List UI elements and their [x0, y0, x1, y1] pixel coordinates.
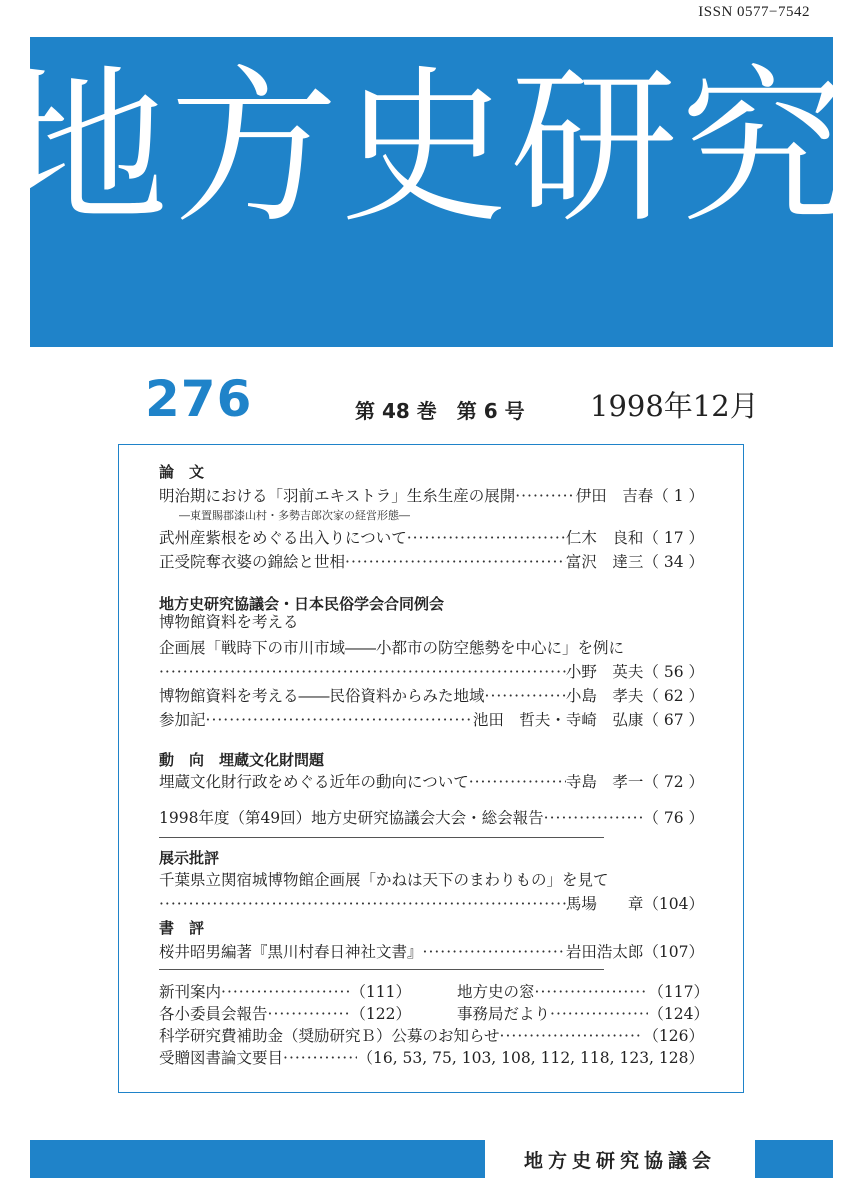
leader-dots: [407, 527, 566, 549]
entry-page: （117）: [648, 983, 709, 1001]
leader-dots: [159, 661, 566, 683]
entry-page: （107）: [643, 943, 704, 961]
entry-author: 寺島 孝一: [565, 773, 644, 791]
entry-title: 科学研究費補助金（奨励研究Ｂ）公募のお知らせ: [159, 1027, 500, 1045]
leader-dots: [268, 1003, 351, 1025]
toc-entry[interactable]: [159, 661, 704, 683]
toc-entry[interactable]: [159, 981, 411, 1003]
toc-entry[interactable]: [159, 527, 704, 549]
entry-title: 事務局だより: [457, 1005, 551, 1023]
entry-title: 地方史の窓: [457, 983, 535, 1001]
entry-title: 埋蔵文化財行政をめぐる近年の動向について: [159, 773, 469, 791]
table-of-contents: [118, 444, 744, 1093]
entry-page: （ 67 ）: [643, 711, 704, 729]
entry-author: 岩田浩太郎: [565, 943, 644, 961]
entry-title: 武州産紫根をめぐる出入りについて: [159, 529, 407, 547]
issue-number: 276: [145, 370, 253, 428]
entry-page: （16, 53, 75, 103, 108, 112, 118, 123, 128）: [357, 1049, 704, 1067]
toc-entry[interactable]: [159, 551, 704, 573]
entry-page: （126）: [643, 1027, 704, 1045]
toc-entry[interactable]: [457, 981, 709, 1003]
toc-entry[interactable]: [159, 485, 704, 507]
toc-entry[interactable]: [159, 807, 704, 829]
leader-dots: [469, 771, 566, 793]
entry-title: 博物館資料を考える――民俗資料からみた地域: [159, 687, 485, 705]
toc-entry[interactable]: [159, 893, 704, 915]
divider: [159, 837, 604, 838]
entry-author: 仁木 良和: [565, 529, 644, 547]
toc-entry[interactable]: [159, 1025, 704, 1047]
section-heading-ronbun: 論 文: [159, 463, 205, 481]
entry-author: 馬場 章: [565, 895, 644, 913]
toc-entry[interactable]: [159, 709, 704, 731]
section-heading-doko: 動 向 埋蔵文化財問題: [159, 751, 325, 769]
journal-title: 地方史研究: [0, 50, 850, 246]
entry-author: 小野 英夫: [565, 663, 644, 681]
entry-page: （111）: [350, 983, 411, 1001]
leader-dots: [515, 485, 576, 507]
issn-label: ISSN 0577−7542: [698, 4, 810, 20]
toc-entry[interactable]: [159, 941, 704, 963]
issue-date: 1998年12月: [590, 389, 759, 423]
leader-dots: [423, 941, 566, 963]
entry-subtitle: ―東置賜郡漆山村・多勢吉郎次家の経営形態―: [179, 509, 410, 522]
entry-page: （122）: [350, 1005, 411, 1023]
entry-title: 受贈図書論文要目: [159, 1049, 284, 1067]
entry-page: （ 76 ）: [643, 809, 704, 827]
entry-title: 新刊案内: [159, 983, 222, 1001]
entry-title: 1998年度（第49回）地方史研究協議会大会・総会報告: [159, 809, 544, 827]
entry-page: （ 56 ）: [643, 663, 704, 681]
toc-entry[interactable]: [159, 1003, 411, 1025]
entry-page: （104）: [643, 895, 704, 913]
entry-title: 正受院奪衣婆の錦絵と世相: [159, 553, 346, 571]
leader-dots: [221, 981, 350, 1003]
divider: [159, 969, 604, 970]
entry-page: （ 34 ）: [643, 553, 704, 571]
section-heading-shohyo: 書 評: [159, 919, 205, 937]
toc-entry[interactable]: [159, 771, 704, 793]
entry-author: 伊田 吉春: [575, 487, 654, 505]
publisher-box: [485, 1140, 755, 1178]
leader-dots: [544, 807, 644, 829]
leader-dots: [550, 1003, 648, 1025]
entry-title: 各小委員会報告: [159, 1005, 268, 1023]
entry-page: （ 17 ）: [643, 529, 704, 547]
tenji-line-1[interactable]: 千葉県立関宿城博物館企画展「かねは天下のまわりもの」を見て: [159, 871, 609, 889]
leader-dots: [500, 1025, 644, 1047]
entry-page: （ 72 ）: [643, 773, 704, 791]
entry-page: （ 1 ）: [653, 487, 704, 505]
entry-author: 池田 哲夫・寺崎 弘康: [472, 711, 644, 729]
entry-title: 明治期における「羽前エキストラ」生糸生産の展開: [159, 487, 516, 505]
entry-title: 桜井昭男編著『黒川村春日神社文書』: [159, 943, 423, 961]
publisher-name: 地方史研究協議会: [523, 1149, 716, 1172]
entry-title: 参加記: [159, 711, 206, 729]
entry-page: （ 62 ）: [643, 687, 704, 705]
leader-dots: [283, 1047, 357, 1069]
section-heading-tenji: 展示批評: [159, 849, 220, 867]
toc-entry[interactable]: [159, 685, 704, 707]
leader-dots: [159, 893, 566, 915]
toc-entry[interactable]: [159, 1047, 704, 1069]
volume-label: 第 48 巻 第 6 号: [355, 399, 525, 423]
leader-dots: [485, 685, 566, 707]
leader-dots: [345, 551, 566, 573]
leader-dots: [535, 981, 649, 1003]
entry-author: 小島 孝夫: [565, 687, 644, 705]
entry-page: （124）: [648, 1005, 709, 1023]
toc-entry[interactable]: [457, 1003, 709, 1025]
entry-author: 富沢 達三: [565, 553, 644, 571]
section-heading-reikai: 地方史研究協議会・日本民俗学会合同例会: [159, 595, 445, 613]
reikai-line-1: 博物館資料を考える: [159, 613, 299, 631]
leader-dots: [206, 709, 473, 731]
reikai-line-2[interactable]: 企画展「戦時下の市川市域――小都市の防空態勢を中心に」を例に: [159, 639, 625, 657]
